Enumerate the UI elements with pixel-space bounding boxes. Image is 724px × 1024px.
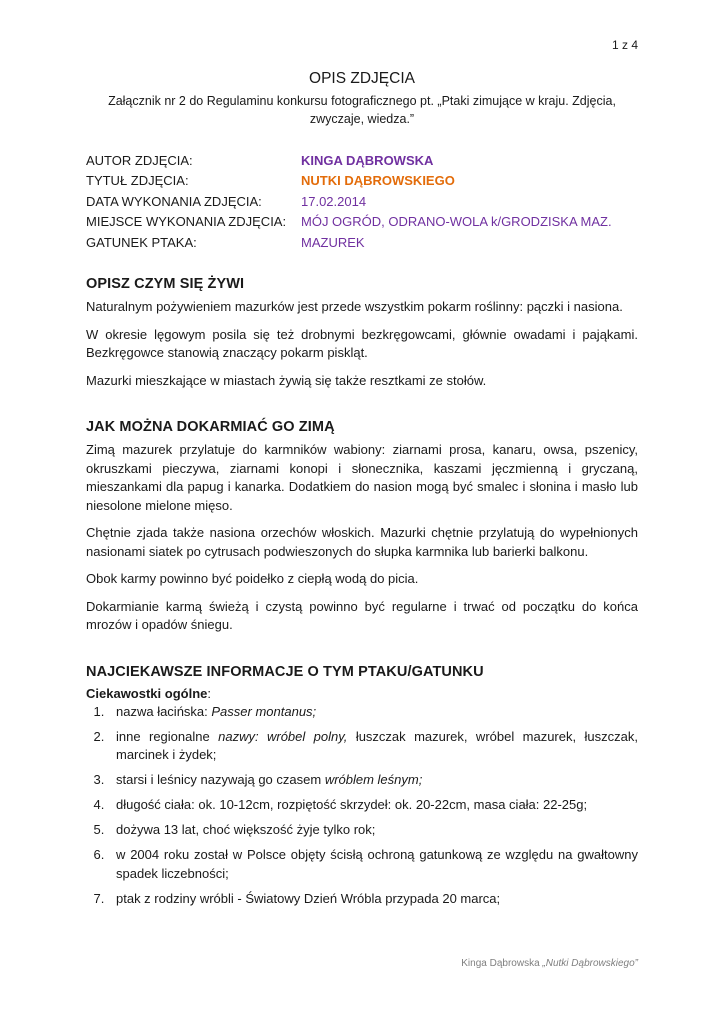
list-item-text-after: łuszczak mazurek, wróbel mazurek, łuszczak, marcinek i żydek; [116, 728, 638, 762]
list-item [108, 821, 638, 840]
list-item [108, 771, 638, 790]
meta-row-title [86, 171, 646, 192]
list-item [108, 703, 638, 722]
date-label: DATA WYKONANIA ZDJĘCIA: [86, 193, 262, 209]
page-subtitle: Załącznik nr 2 do Regulaminu konkursu fotograficznego pt. „Ptaki zimujące w kraju. Zdjęcia, zwyczaje, wiedza.” [108, 94, 616, 126]
paragraph: Zimą mazurek przylatuje do karmników wabiony: ziarnami prosa, kanaru, owsa, pszenicy, okruszkami pieczywa, ziarnami konopi i słonecznika, kaszami jęczmienną i gryczaną, mieszankami dla papug i kanarka. Dodatkiem do nasion mogą być smalec i słonina i masło lub niesolone mielone mięso. [86, 442, 638, 513]
page-number: 1 z 4 [611, 38, 638, 52]
section-heading-winter-feeding: JAK MOŻNA DOKARMIAĆ GO ZIMĄ [86, 419, 335, 435]
paragraph: Mazurki mieszkające w miastach żywią się także resztkami ze stołów. [86, 372, 487, 388]
facts-subheading [86, 686, 638, 701]
meta-row-date [86, 191, 646, 212]
date-value: 17.02.2014 [301, 193, 367, 209]
species-label: GATUNEK PTAKA: [86, 234, 197, 250]
document-header [86, 70, 638, 128]
list-item-text: ptak z rodziny wróbli - Światowy Dzień Wróbla przypada 20 marca; [116, 890, 501, 906]
paragraph: Dokarmianie karmą świeżą i czystą powinno być regularne i trwać od początku do końca mrozów i opadów śniegu. [86, 598, 638, 632]
spacer [86, 644, 638, 664]
facts-subheading-colon: : [207, 685, 211, 701]
list-item-text: długość ciała: ok. 10-12cm, rozpiętość skrzydeł: ok. 20-22cm, masa ciała: 22-25g; [116, 797, 588, 812]
paragraph: Chętnie zjada także nasiona orzechów włoskich. Mazurki chętnie przylatują do wypełnionych nasionami siatek po cytrusach podwieszonych do słupka karmnika lub barierki balkonu. [86, 525, 638, 559]
author-value: KINGA DĄBROWSKA [301, 152, 434, 168]
list-item-text: inne regionalne [116, 728, 219, 744]
list-item-text: dożywa 13 lat, choć większość żyje tylko rok; [116, 822, 376, 837]
meta-row-author [86, 150, 646, 171]
list-item [108, 846, 638, 883]
page-footer [461, 958, 638, 969]
footer-title: „Nutki Dąbrowskiego” [542, 958, 638, 969]
list-item-text: starsi i leśnicy nazywają go czasem [116, 772, 325, 787]
list-item [108, 796, 638, 815]
facts-list [86, 703, 638, 909]
list-item-emphasis: nazwy: wróbel polny, [218, 728, 348, 744]
photo-metadata [86, 150, 646, 253]
paragraph: Obok karmy powinno być poidełko z ciepłą wodą do picia. [86, 571, 419, 586]
list-item-emphasis: wróblem leśnym; [324, 772, 423, 787]
list-item-emphasis: Passer montanus; [211, 703, 317, 719]
place-value: MÓJ OGRÓD, ODRANO-WOLA k/GRODZISKA MAZ. [301, 214, 612, 230]
page-title: OPIS ZDJĘCIA [309, 70, 415, 87]
list-item [108, 728, 638, 765]
list-item-text: nazwa łacińska: [116, 703, 212, 719]
photo-title-value: NUTKI DĄBROWSKIEGO [301, 173, 455, 189]
photo-title-label: TYTUŁ ZDJĘCIA: [86, 173, 189, 189]
list-item-text: w 2004 roku został w Polsce objęty ścisłą ochroną gatunkową ze względu na gwałtowny spadek liczebności; [116, 847, 638, 881]
paragraph: Naturalnym pożywieniem mazurków jest przede wszystkim pokarm roślinny: pączki i nasiona. [86, 299, 623, 314]
section-heading-diet: OPISZ CZYM SIĘ ŻYWI [86, 276, 245, 292]
document-body [86, 276, 638, 915]
paragraph: W okresie lęgowym posila się też drobnymi bezkręgowcami, głównie owadami i pająkami. Bezkręgowce stanowią znaczący pokarm piskląt. [86, 326, 638, 360]
author-label: AUTOR ZDJĘCIA: [86, 152, 193, 168]
place-label: MIEJSCE WYKONANIA ZDJĘCIA: [86, 214, 287, 230]
facts-subheading-text: Ciekawostki ogólne [86, 685, 208, 701]
species-value: MAZUREK [301, 234, 365, 250]
footer-author: Kinga Dąbrowska [461, 958, 543, 969]
section-heading-facts: NAJCIEKAWSZE INFORMACJE O TYM PTAKU/GATUNKU [86, 663, 484, 680]
meta-row-species [86, 232, 646, 253]
spacer [86, 399, 638, 419]
meta-row-place [86, 212, 646, 233]
list-item [108, 890, 638, 909]
